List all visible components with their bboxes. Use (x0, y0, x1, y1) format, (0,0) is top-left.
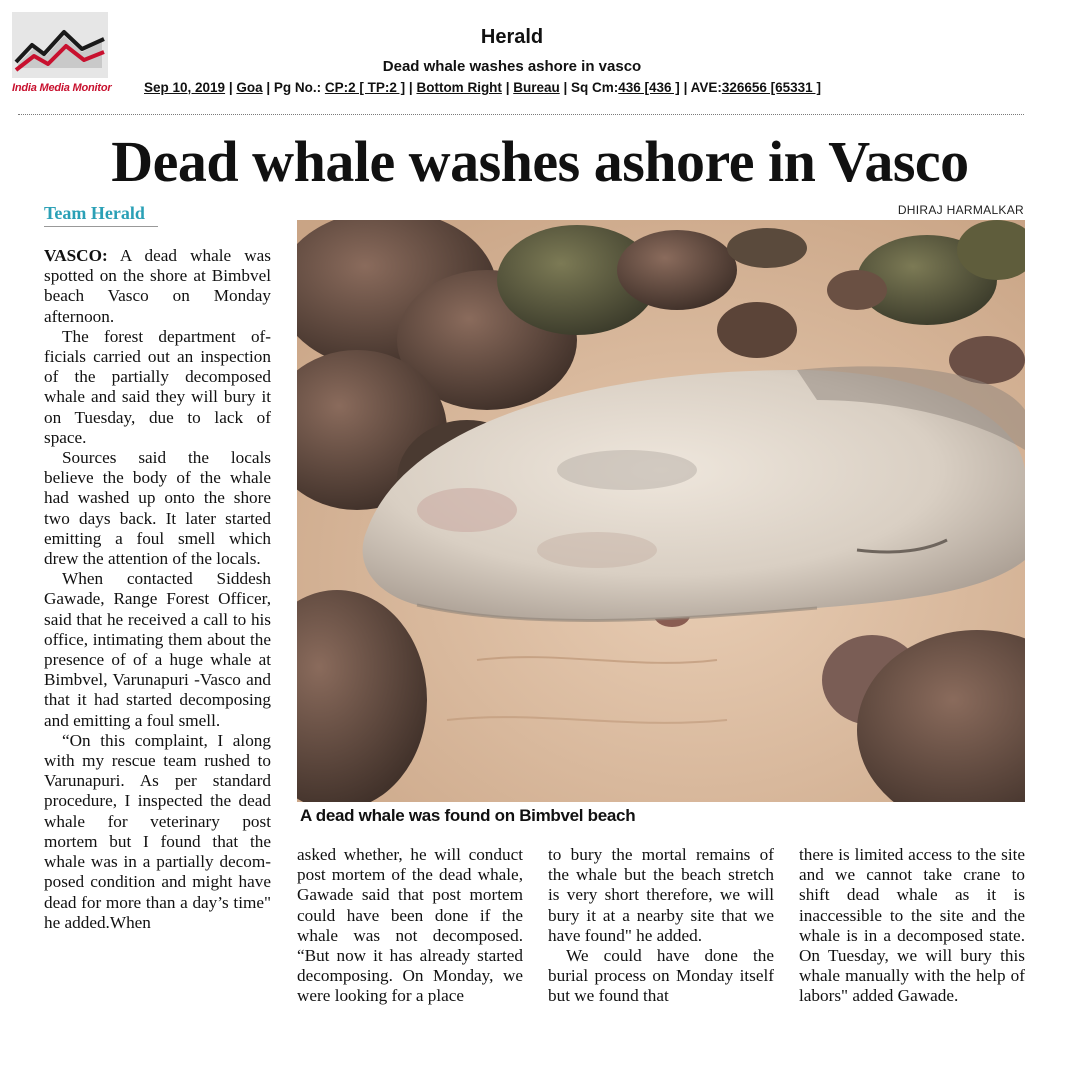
meta-ave-label: AVE: (690, 80, 722, 95)
meta-ave[interactable]: 326656 [65331 ] (721, 80, 821, 95)
whale-photo (297, 220, 1025, 802)
article-column-1 (44, 246, 271, 933)
photo-credit: DHIRAJ HARMALKAR (897, 203, 1024, 217)
lead-paragraph (44, 246, 271, 327)
byline: Team Herald (44, 203, 145, 223)
article-column-3 (548, 845, 774, 1007)
meta-position[interactable]: Bottom Right (416, 80, 502, 95)
meta-source[interactable]: Bureau (513, 80, 560, 95)
meta-sqcm-label: Sq Cm: (571, 80, 619, 95)
header-divider (18, 114, 1024, 115)
byline-rule (44, 226, 158, 227)
meta-date[interactable]: Sep 10, 2019 (144, 80, 226, 95)
paragraph: When contacted Siddesh Gawade, Range Forest Officer, said that he received a call to his office, intimating them about the presence of of a huge whale at Bimbvel, Varunapuri -Vasco and that it had started decomposing and emitting a foul smell. (44, 569, 271, 730)
photo-caption: A dead whale was found on Bimbvel beach (300, 806, 636, 825)
paragraph: there is limited access to the site and we cannot take crane to shift dead whale as it is inaccessible to the site and the whale is in a decomposed state. On Tuesday, we will bury this whale manually with the help of labors" added Gawade. (799, 845, 1025, 1006)
paragraph: to bury the mortal remains of the whale but the beach stretch is very short therefore, we will bury it at a nearby site that we have found" he added. (548, 845, 774, 945)
article-headline: Dead whale washes ashore in Vasco (111, 129, 969, 194)
paragraph: The forest department officials carried out an inspection of the partially decomposed whale and said they will bury it on Tuesday, due to lack of space. (44, 326, 271, 447)
meta-edition[interactable]: Goa (236, 80, 263, 95)
dateline: VASCO: (44, 246, 108, 265)
lead-text: A dead whale was spotted on the shore at Bimbvel beach Vasco on Monday afternoon. (44, 246, 271, 326)
meta-page-label: Pg No.: (273, 80, 322, 95)
clip-headline: Dead whale washes ashore in vasco (382, 58, 642, 75)
clip-meta-line: Sep 10, 2019 | Goa | Pg No.: CP:2 [ TP:2 ] | Bottom Right | Bureau | Sq Cm:436 [436 ] | AVE:326656 [65331 ] (144, 80, 821, 95)
logo-caption: India Media Monitor (12, 82, 112, 94)
article-column-4 (799, 845, 1025, 1007)
meta-page[interactable]: CP:2 [ TP:2 ] (324, 80, 406, 95)
paragraph: We could have done the burial process on Monday itself but we found that (548, 946, 774, 1006)
article-column-2 (297, 845, 523, 1007)
paragraph: asked whether, he will conduct post mortem of the dead whale, Gawade said that post mortem could have been done if the whale was not decomposed. “But now it has already started decomposing. On Monday, we were looking for a place (297, 845, 523, 1006)
paragraph: “On this complaint, I along with my rescue team rushed to Varunapuri. As per standard procedure, I inspected the dead whale for veterinary post mortem but I found that the whale was in a partially decomposed condition and might have dead for more than a day’s time" he added.When (44, 730, 271, 932)
paragraph: Sources said the locals believe the body of the whale had washed up onto the shore two days back. It later started emitting a foul smell which drew the attention of the locals. (44, 448, 271, 569)
publication-name: Herald (480, 26, 544, 48)
meta-sqcm[interactable]: 436 [436 ] (618, 80, 680, 95)
